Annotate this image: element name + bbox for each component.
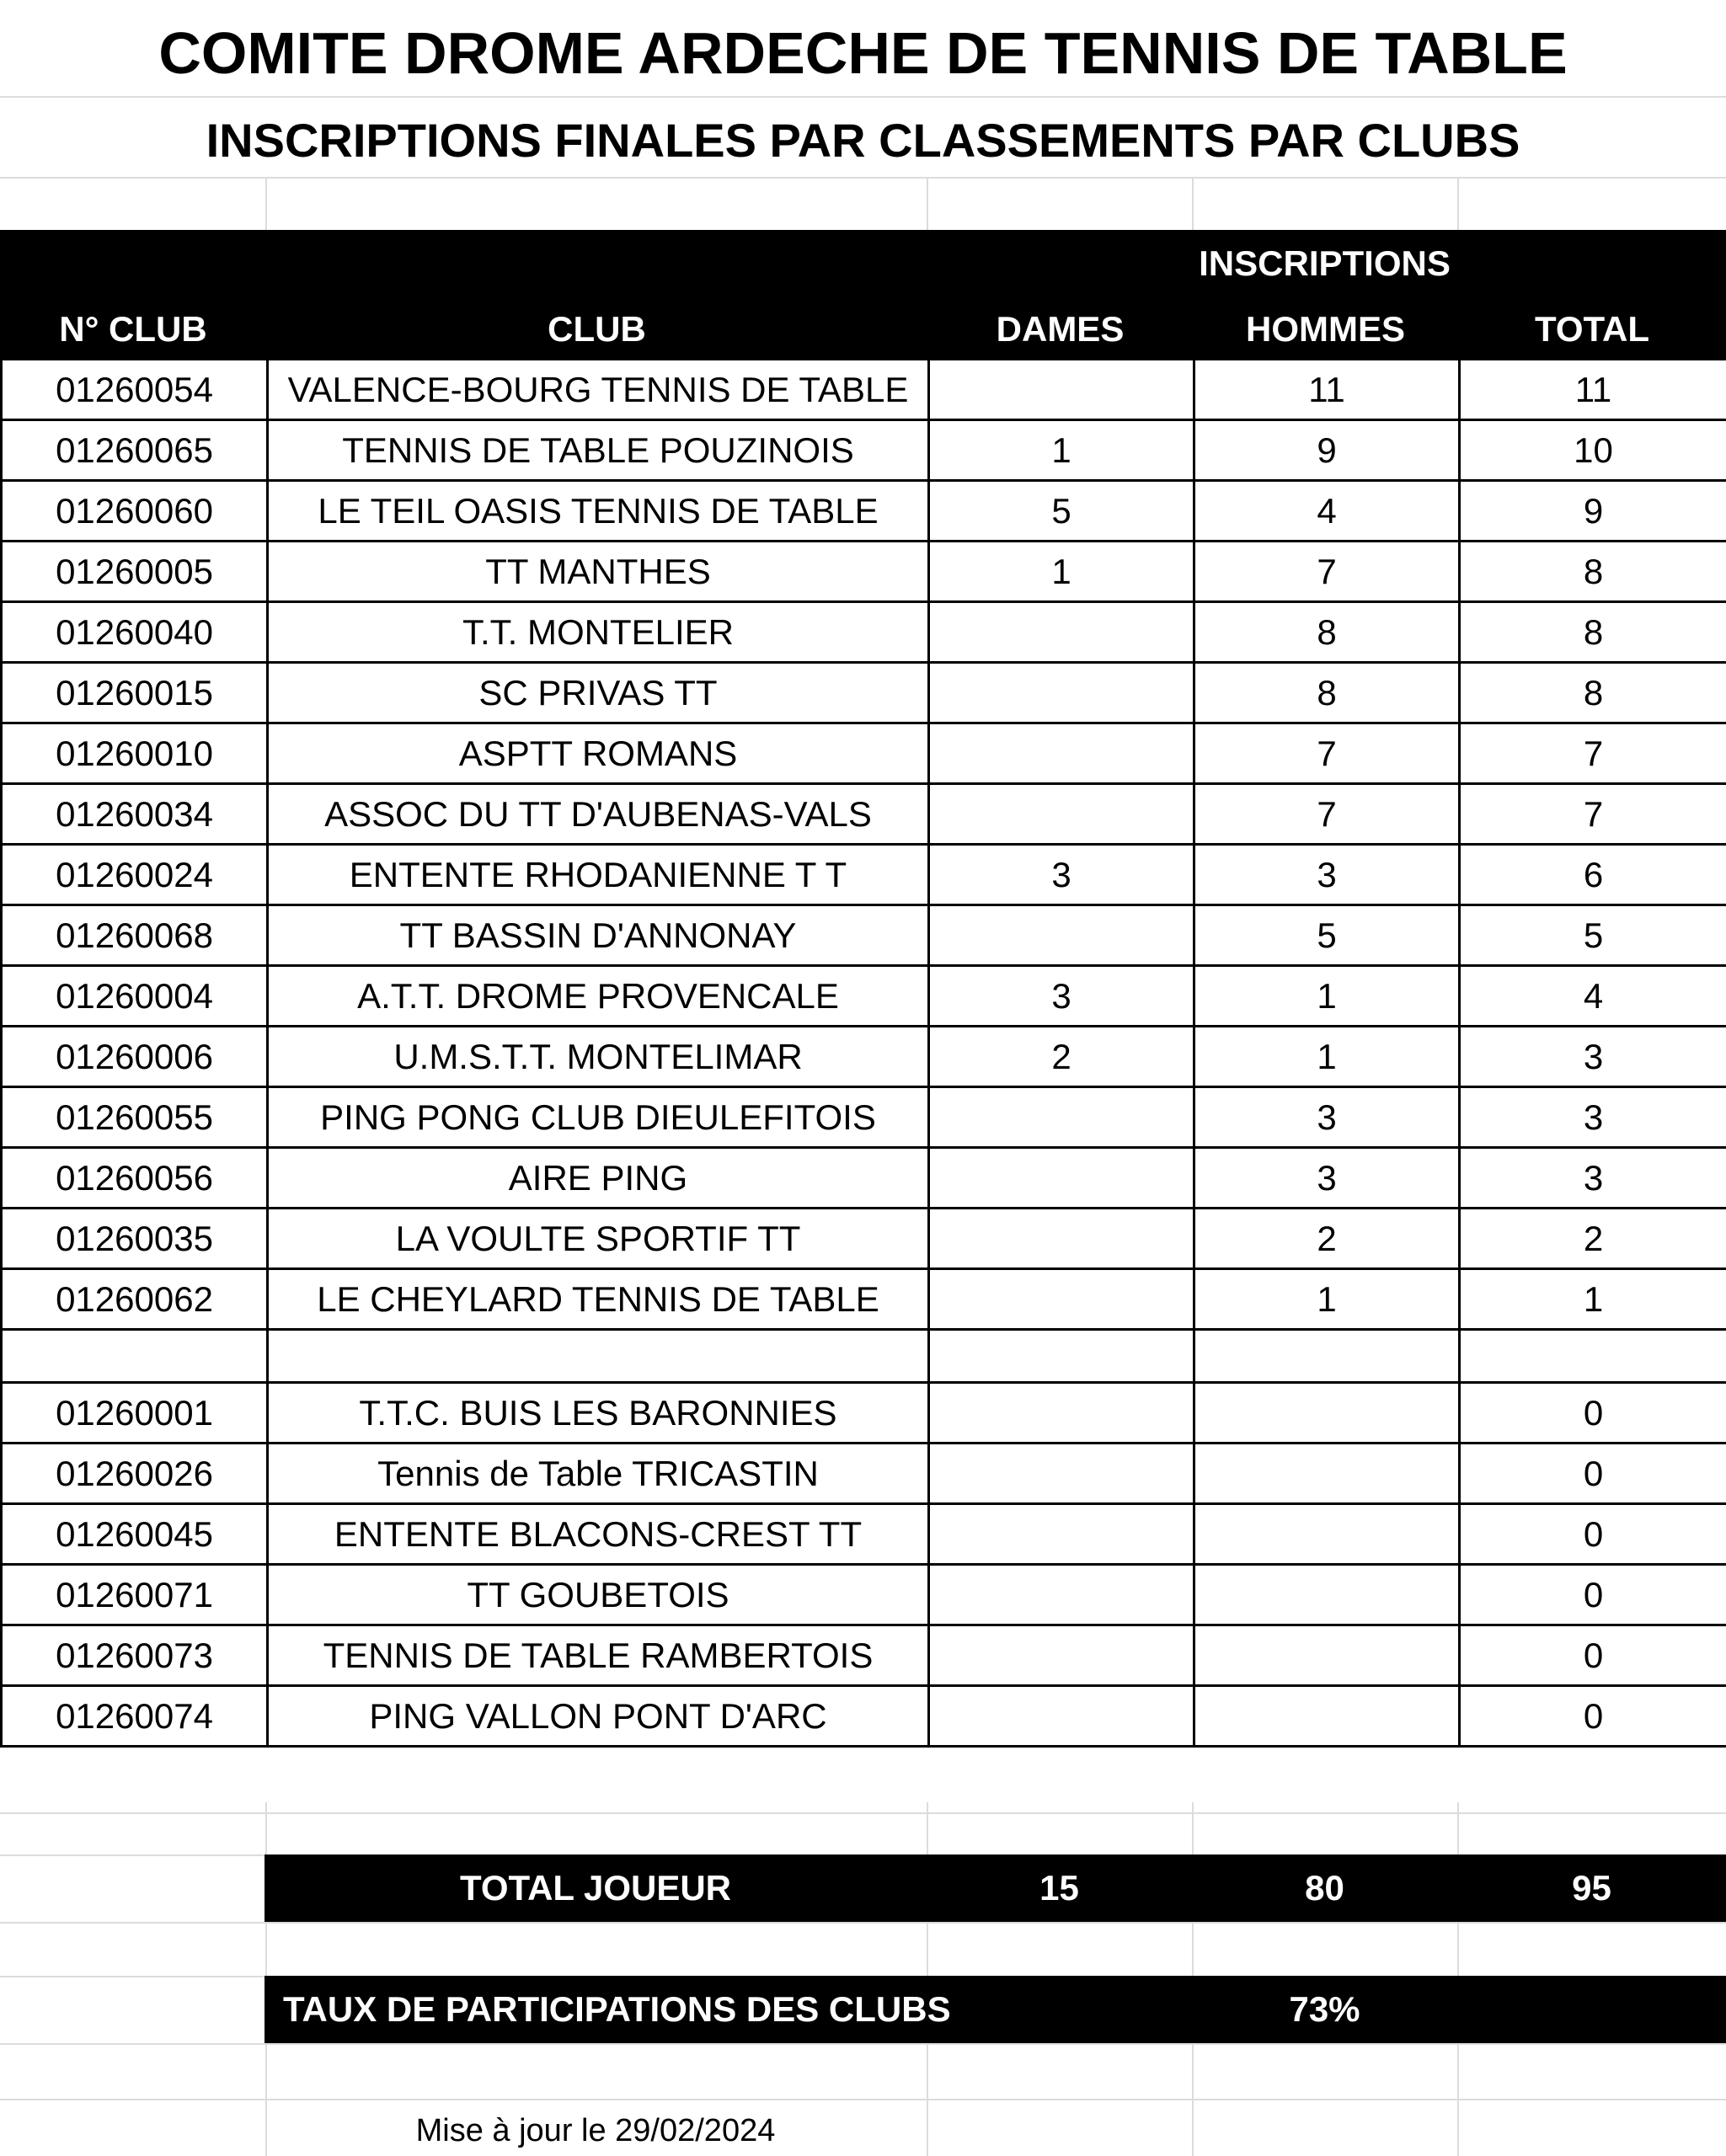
- cell-club-number: 01260074: [2, 1686, 268, 1747]
- col-header-dames: DAMES: [996, 309, 1125, 349]
- cell-hommes: 5: [1194, 905, 1460, 966]
- table-row: [2, 784, 1726, 845]
- table-row: [2, 1209, 1726, 1269]
- table-row: [2, 1444, 1726, 1504]
- cell-hommes: [1194, 1686, 1460, 1747]
- cell-club-name: U.M.S.T.T. MONTELIMAR: [268, 1027, 929, 1087]
- col-header-num-club: N° CLUB: [59, 309, 207, 349]
- col-header-club: CLUB: [548, 309, 646, 349]
- cell-club-name: PING VALLON PONT D'ARC: [268, 1686, 929, 1747]
- cell-hommes: 9: [1194, 420, 1460, 481]
- cell-dames: [929, 1087, 1194, 1148]
- cell-dames: [929, 723, 1194, 784]
- cell-club-number: 01260035: [2, 1209, 268, 1269]
- cell-total: 0: [1460, 1504, 1726, 1565]
- cell-club-number: 01260006: [2, 1027, 268, 1087]
- table-row: [2, 542, 1726, 602]
- totals-hommes: 80: [1305, 1868, 1344, 1908]
- page-title: COMITE DROME ARDECHE DE TENNIS DE TABLE: [158, 20, 1568, 86]
- cell-total: 3: [1460, 1148, 1726, 1209]
- cell-dames: [929, 1383, 1194, 1444]
- cell-dames: 2: [929, 1027, 1194, 1087]
- table-row: [2, 481, 1726, 542]
- cell-club-name: ENTENTE BLACONS-CREST TT: [268, 1504, 929, 1565]
- cell-club-number: 01260068: [2, 905, 268, 966]
- cell-club-number: 01260062: [2, 1269, 268, 1330]
- cell-dames: [929, 1148, 1194, 1209]
- totals-label: TOTAL JOUEUR: [459, 1868, 732, 1908]
- cell-club-name: [268, 1330, 929, 1383]
- cell-club-name: LE CHEYLARD TENNIS DE TABLE: [268, 1269, 929, 1330]
- cell-club-number: 01260045: [2, 1504, 268, 1565]
- table-row: [2, 663, 1726, 723]
- cell-club-number: 01260054: [2, 360, 268, 420]
- cell-total: 9: [1460, 481, 1726, 542]
- cell-club-name: LE TEIL OASIS TENNIS DE TABLE: [268, 481, 929, 542]
- cell-dames: [929, 663, 1194, 723]
- cell-total: 1: [1460, 1269, 1726, 1330]
- cell-club-name: T.T.C. BUIS LES BARONNIES: [268, 1383, 929, 1444]
- cell-hommes: [1194, 1383, 1460, 1444]
- last-updated-note: Mise à jour le 29/02/2024: [415, 2113, 776, 2148]
- cell-hommes: 7: [1194, 723, 1460, 784]
- cell-total: 6: [1460, 845, 1726, 905]
- cell-club-name: TENNIS DE TABLE POUZINOIS: [268, 420, 929, 481]
- cell-hommes: 3: [1194, 1148, 1460, 1209]
- cell-dames: 1: [929, 420, 1194, 481]
- participation-value: 73%: [1289, 1989, 1360, 2029]
- cell-hommes: [1194, 1625, 1460, 1686]
- table-row: [2, 1027, 1726, 1087]
- cell-total: 7: [1460, 723, 1726, 784]
- page-subtitle: INSCRIPTIONS FINALES PAR CLASSEMENTS PAR CLUBS: [206, 114, 1520, 167]
- table-row: [2, 1087, 1726, 1148]
- cell-club-number: 01260040: [2, 602, 268, 663]
- cell-dames: [929, 1330, 1194, 1383]
- participation-bar: [265, 1976, 1726, 2043]
- cell-dames: [929, 905, 1194, 966]
- table-row: [2, 966, 1726, 1027]
- cell-hommes: 1: [1194, 1027, 1460, 1087]
- cell-hommes: 3: [1194, 1087, 1460, 1148]
- cell-dames: 3: [929, 845, 1194, 905]
- table-row: [2, 723, 1726, 784]
- cell-total: 5: [1460, 905, 1726, 966]
- cell-total: [1460, 1330, 1726, 1383]
- table-row: [2, 1565, 1726, 1625]
- cell-club-name: AIRE PING: [268, 1148, 929, 1209]
- cell-club-name: ENTENTE RHODANIENNE T T: [268, 845, 929, 905]
- totals-bar: [265, 1854, 1726, 1922]
- cell-club-number: [2, 1330, 268, 1383]
- registrations-table: [0, 358, 1726, 1748]
- cell-total: 8: [1460, 663, 1726, 723]
- table-row: [2, 1269, 1726, 1330]
- cell-hommes: 7: [1194, 542, 1460, 602]
- cell-total: 7: [1460, 784, 1726, 845]
- cell-dames: 3: [929, 966, 1194, 1027]
- cell-total: 11: [1460, 360, 1726, 420]
- cell-dames: [929, 1686, 1194, 1747]
- cell-total: 0: [1460, 1625, 1726, 1686]
- cell-hommes: 8: [1194, 602, 1460, 663]
- cell-hommes: 2: [1194, 1209, 1460, 1269]
- col-header-total: TOTAL: [1534, 309, 1650, 349]
- table-row: [2, 360, 1726, 420]
- cell-total: 0: [1460, 1383, 1726, 1444]
- cell-club-name: TT BASSIN D'ANNONAY: [268, 905, 929, 966]
- cell-dames: [929, 1565, 1194, 1625]
- table-header: [0, 230, 1726, 358]
- cell-total: 4: [1460, 966, 1726, 1027]
- cell-total: 3: [1460, 1087, 1726, 1148]
- cell-hommes: 1: [1194, 1269, 1460, 1330]
- cell-hommes: 8: [1194, 663, 1460, 723]
- col-header-hommes: HOMMES: [1246, 309, 1405, 349]
- cell-dames: [929, 1269, 1194, 1330]
- cell-club-name: TT MANTHES: [268, 542, 929, 602]
- table-row: [2, 1625, 1726, 1686]
- cell-hommes: 3: [1194, 845, 1460, 905]
- cell-club-name: TENNIS DE TABLE RAMBERTOIS: [268, 1625, 929, 1686]
- group-header-inscriptions: INSCRIPTIONS: [1199, 243, 1451, 283]
- cell-hommes: [1194, 1504, 1460, 1565]
- totals-total: 95: [1572, 1868, 1611, 1908]
- cell-hommes: 4: [1194, 481, 1460, 542]
- cell-club-number: 01260060: [2, 481, 268, 542]
- cell-total: 3: [1460, 1027, 1726, 1087]
- table-row: [2, 845, 1726, 905]
- cell-club-number: 01260010: [2, 723, 268, 784]
- table-row: [2, 1383, 1726, 1444]
- totals-dames: 15: [1039, 1868, 1079, 1908]
- cell-club-name: Tennis de Table TRICASTIN: [268, 1444, 929, 1504]
- cell-club-number: 01260024: [2, 845, 268, 905]
- cell-total: 0: [1460, 1565, 1726, 1625]
- cell-club-number: 01260055: [2, 1087, 268, 1148]
- table-row-empty: [2, 1330, 1726, 1383]
- cell-total: 0: [1460, 1444, 1726, 1504]
- cell-total: 10: [1460, 420, 1726, 481]
- cell-hommes: [1194, 1565, 1460, 1625]
- table-row: [2, 1148, 1726, 1209]
- cell-club-name: T.T. MONTELIER: [268, 602, 929, 663]
- cell-club-name: LA VOULTE SPORTIF TT: [268, 1209, 929, 1269]
- cell-club-name: VALENCE-BOURG TENNIS DE TABLE: [268, 360, 929, 420]
- cell-total: 2: [1460, 1209, 1726, 1269]
- cell-hommes: 7: [1194, 784, 1460, 845]
- cell-dames: [929, 1209, 1194, 1269]
- cell-club-name: SC PRIVAS TT: [268, 663, 929, 723]
- cell-total: 8: [1460, 602, 1726, 663]
- cell-dames: 1: [929, 542, 1194, 602]
- cell-club-name: TT GOUBETOIS: [268, 1565, 929, 1625]
- cell-hommes: [1194, 1330, 1460, 1383]
- cell-club-number: 01260071: [2, 1565, 268, 1625]
- cell-total: 8: [1460, 542, 1726, 602]
- cell-club-number: 01260056: [2, 1148, 268, 1209]
- table-row: [2, 1504, 1726, 1565]
- cell-club-number: 01260015: [2, 663, 268, 723]
- cell-club-name: ASSOC DU TT D'AUBENAS-VALS: [268, 784, 929, 845]
- cell-dames: 5: [929, 481, 1194, 542]
- cell-dames: [929, 360, 1194, 420]
- cell-club-name: PING PONG CLUB DIEULEFITOIS: [268, 1087, 929, 1148]
- cell-dames: [929, 784, 1194, 845]
- table-row: [2, 420, 1726, 481]
- cell-club-name: A.T.T. DROME PROVENCALE: [268, 966, 929, 1027]
- cell-total: 0: [1460, 1686, 1726, 1747]
- cell-club-name: ASPTT ROMANS: [268, 723, 929, 784]
- cell-club-number: 01260026: [2, 1444, 268, 1504]
- cell-dames: [929, 1504, 1194, 1565]
- cell-dames: [929, 602, 1194, 663]
- cell-hommes: 11: [1194, 360, 1460, 420]
- table-row: [2, 905, 1726, 966]
- cell-club-number: 01260065: [2, 420, 268, 481]
- cell-dames: [929, 1444, 1194, 1504]
- cell-hommes: 1: [1194, 966, 1460, 1027]
- table-row: [2, 1686, 1726, 1747]
- cell-club-number: 01260001: [2, 1383, 268, 1444]
- cell-club-number: 01260005: [2, 542, 268, 602]
- cell-dames: [929, 1625, 1194, 1686]
- participation-label: TAUX DE PARTICIPATIONS DES CLUBS: [283, 1989, 951, 2029]
- cell-club-number: 01260004: [2, 966, 268, 1027]
- cell-hommes: [1194, 1444, 1460, 1504]
- table-row: [2, 602, 1726, 663]
- cell-club-number: 01260034: [2, 784, 268, 845]
- cell-club-number: 01260073: [2, 1625, 268, 1686]
